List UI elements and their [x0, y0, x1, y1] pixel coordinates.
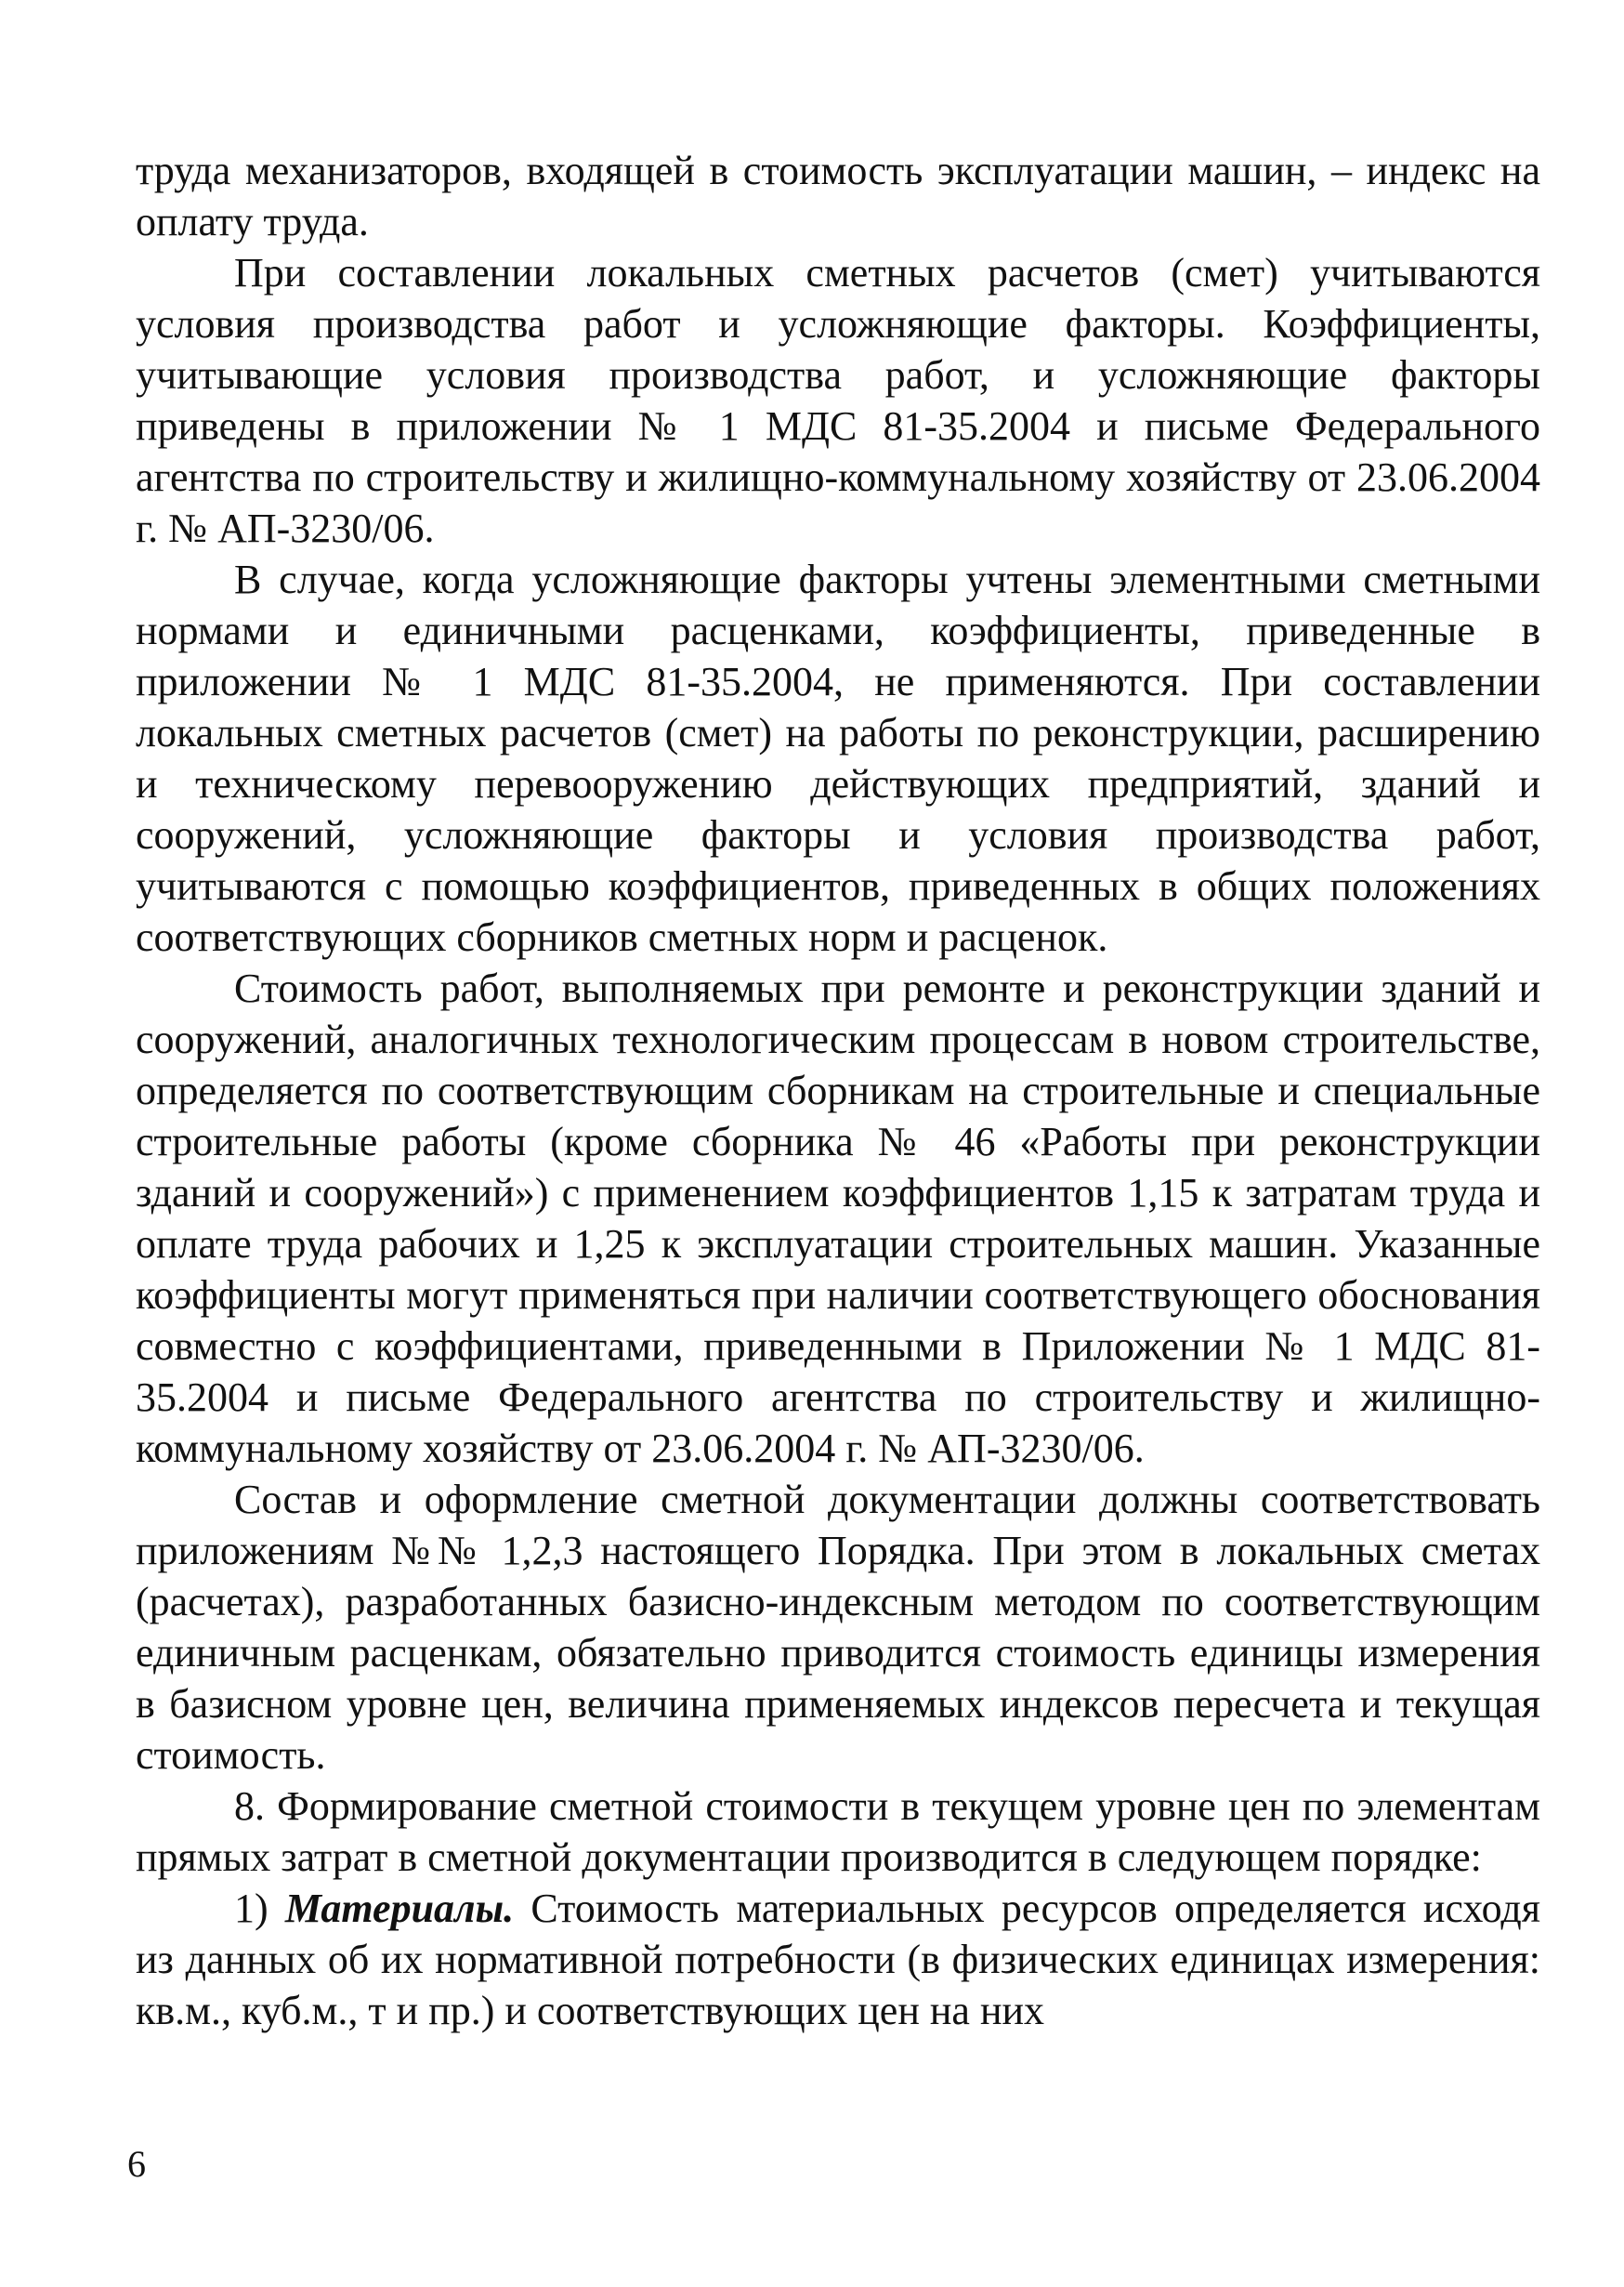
paragraph-conditions: При составлении локальных сметных расчетов (смет) учитываются условия производства работ и усложняющие факторы. Коэффициенты, учитывающие условия производства работ, и усложняющие факторы приведены в приложении № 1 МДС 81-35.2004 и письме Федерального агентства по строительству и жилищно-коммунальному хозяйству от 23.06.2004 г. № АП-3230/06.: [136, 250, 1540, 551]
list-item-number: 1): [234, 1886, 268, 1931]
paragraph-section-8: 8. Формирование сметной стоимости в текущем уровне цен по элементам прямых затрат в сметной документации производится в следующем порядке:: [136, 1783, 1540, 1880]
paragraph-documentation: Состав и оформление сметной документации должны соответствовать приложениям №№ 1,2,3 настоящего Порядка. При этом в локальных сметах (расчетах), разработанных базисно-индексным методом по соответствующим единичным расценкам, обязательно приводится стоимость единицы измерения в базисном уровне цен, величина применяемых индексов пересчета и текущая стоимость.: [136, 1477, 1540, 1778]
paragraph-repair-cost: Стоимость работ, выполняемых при ремонте и реконструкции зданий и сооружений, аналогичных технологическим процессам в новом строительстве, определяется по соответствующим сборникам на строительные и специальные строительные работы (кроме сборника № 46 «Работы при реконструкции зданий и сооружений») с применением коэффициентов 1,15 к затратам труда и оплате труда рабочих и 1,25 к эксплуатации строительных машин. Указанные коэффициенты могут применяться при наличии соответствующего обоснования совместно с коэффициентами, приведенными в Приложении № 1 МДС 81-35.2004 и письме Федерального агентства по строительству и жилищно-коммунальному хозяйству от 23.06.2004 г. № АП-3230/06.: [136, 966, 1540, 1471]
page-number: 6: [127, 2143, 146, 2185]
paragraph-factors: В случае, когда усложняющие факторы учтены элементными сметными нормами и единичными расценками, коэффициенты, приведенные в приложении № 1 МДС 81-35.2004, не применяются. При составлении локальных сметных расчетов (смет) на работы по реконструкции, расширению и техническому перевооружению действующих предприятий, зданий и сооружений, усложняющие факторы и условия производства работ, учитываются с помощью коэффициентов, приведенных в общих положениях соответствующих сборников сметных норм и расценок.: [136, 557, 1540, 960]
paragraph-continuation: труда механизаторов, входящей в стоимость эксплуатации машин, – индекс на оплату труда.: [136, 148, 1540, 244]
list-item-label: Материалы.: [284, 1886, 515, 1931]
list-item-text: Стоимость материальных ресурсов определяется исходя из данных об их нормативной потребности (в физических единицах измерения: кв.м., куб.м., т и пр.) и соответствующих цен на них: [136, 1886, 1541, 2033]
list-item-materials: [136, 1883, 1540, 2036]
page-body: [136, 145, 1540, 2036]
